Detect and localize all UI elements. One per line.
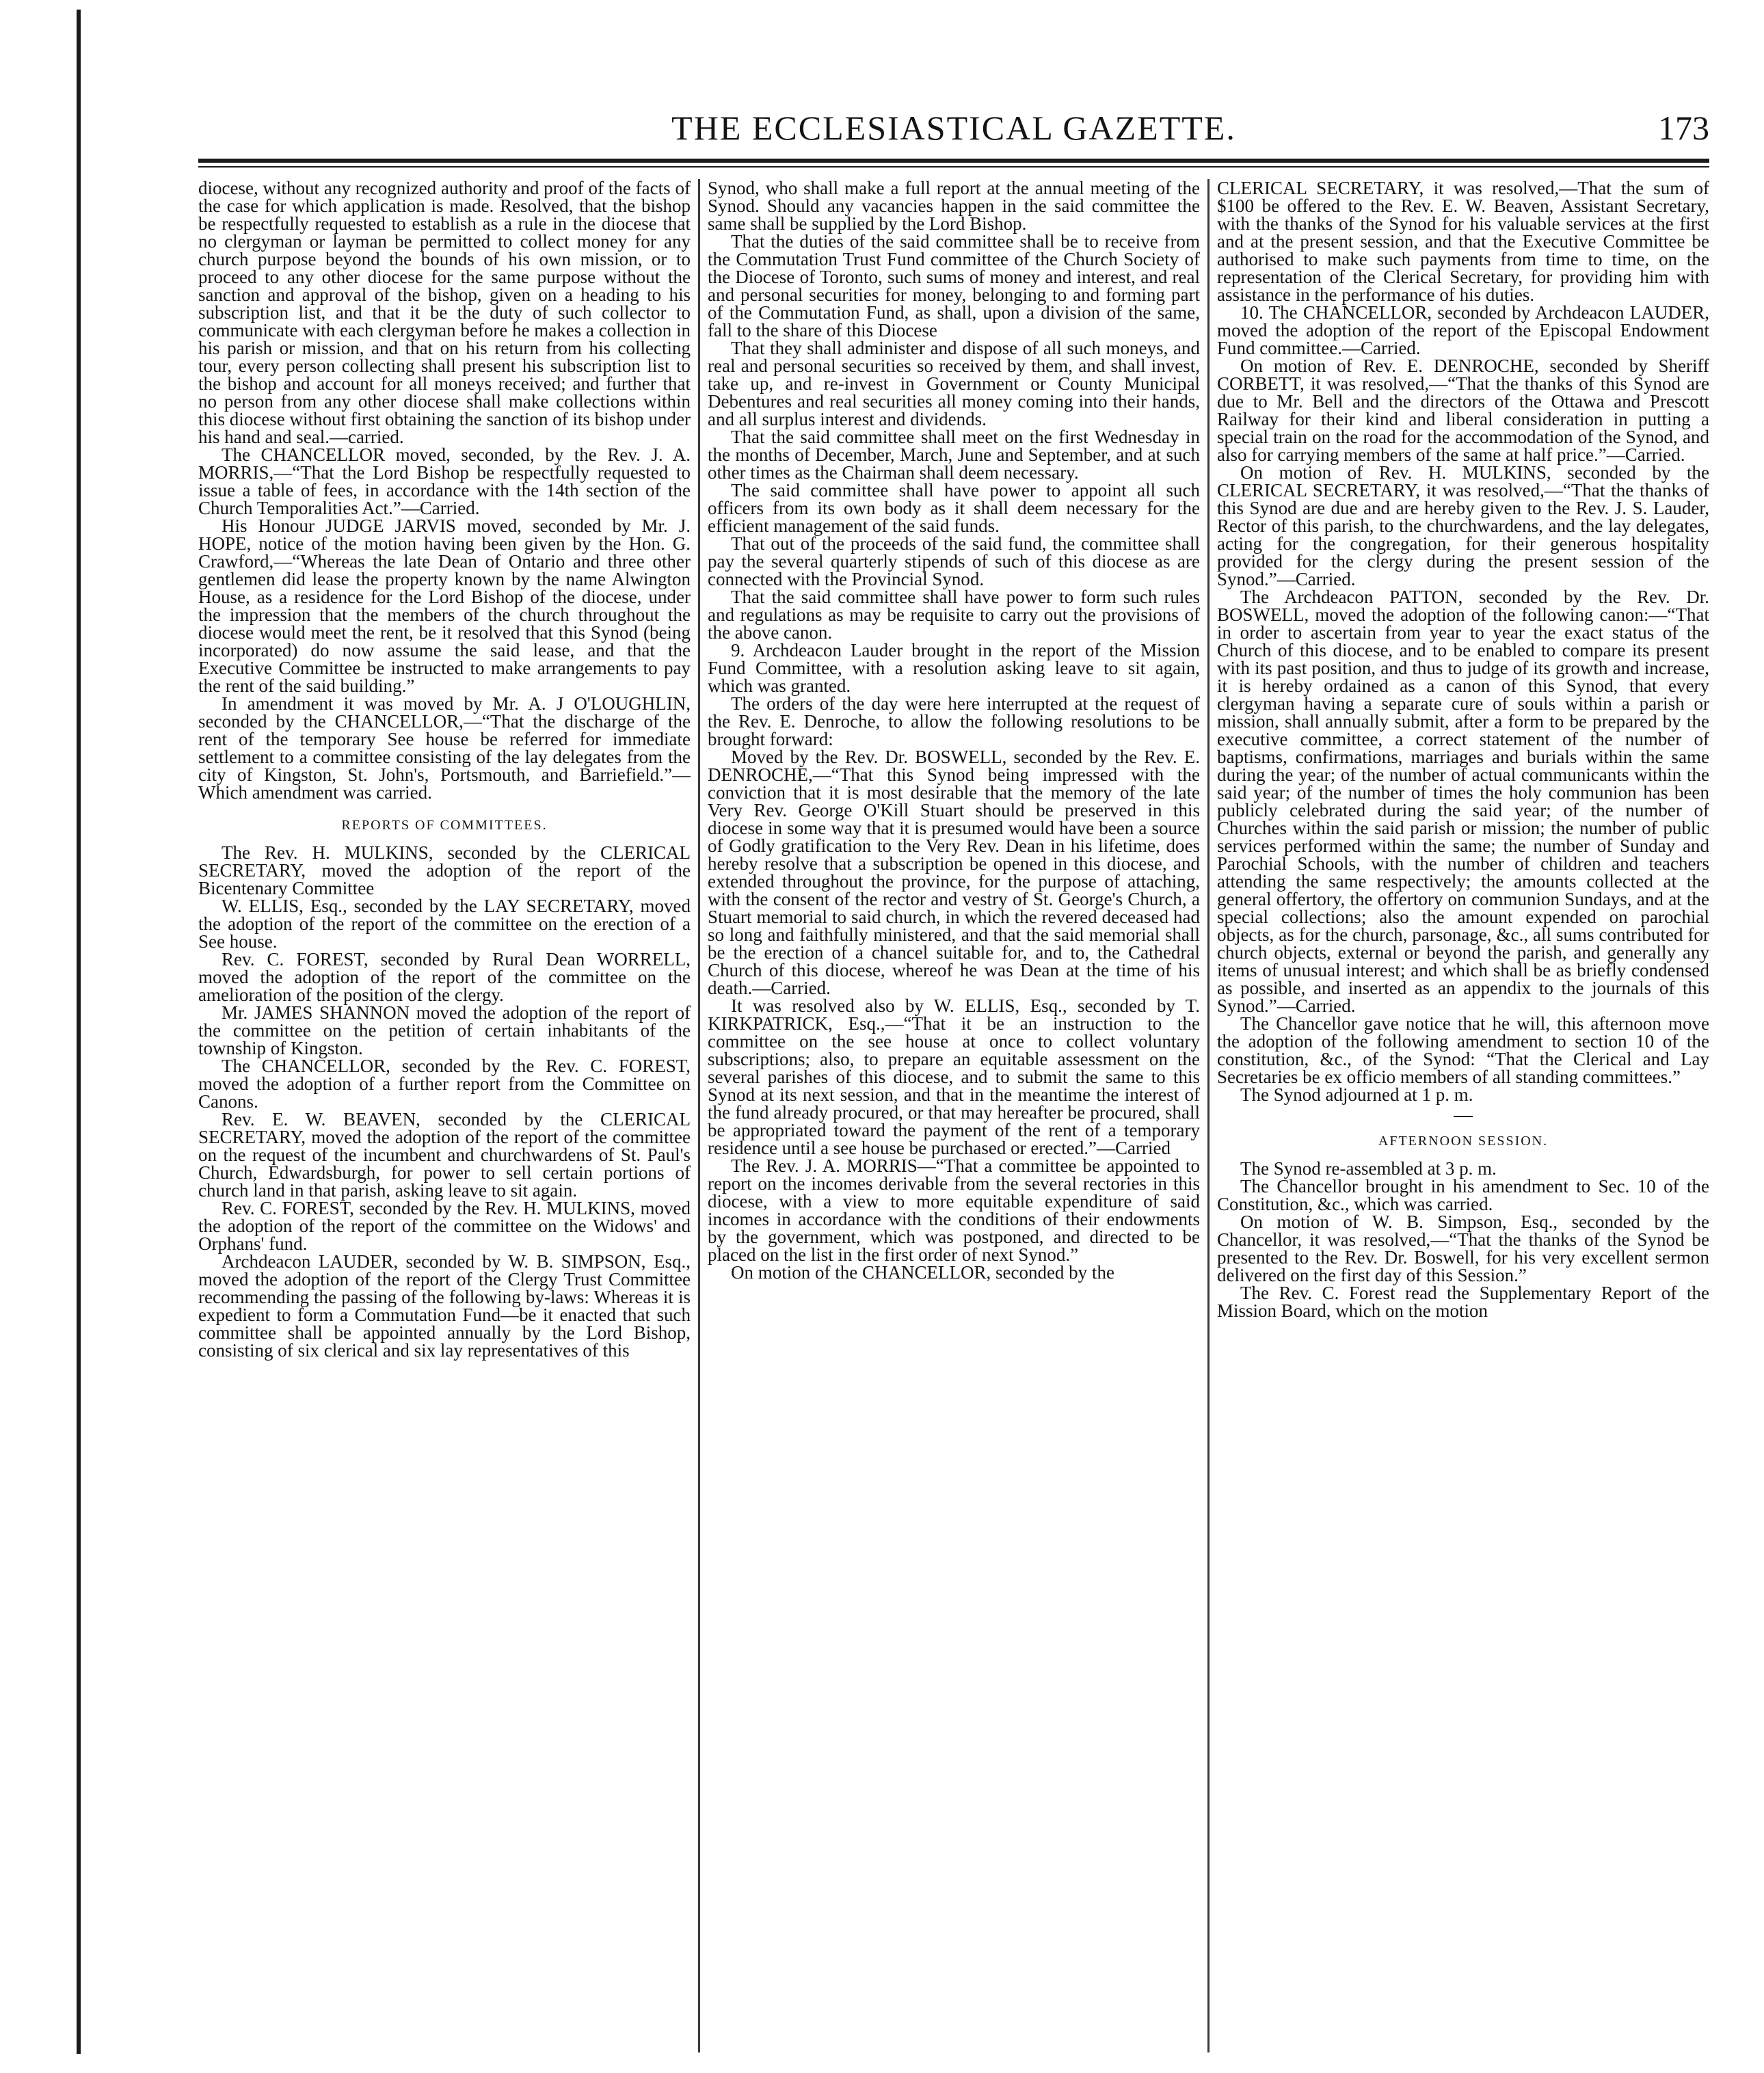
paragraph: The Synod adjourned at 1 p. m. bbox=[1240, 1084, 1473, 1105]
publication-title: THE ECCLESIASTICAL GAZETTE. bbox=[671, 109, 1236, 147]
paragraph: That the said committee shall meet on the first Wednesday in the months of December, March, June and September, and at such other times as the Chairman shall deem necessary. bbox=[708, 427, 1200, 483]
paragraph: On motion of W. B. Simpson, Esq., seconded by the Chancellor, it was resolved,—“That the thanks of the Synod be presented to the Rev. Dr. Boswell, for his very excellent sermon delivered on the first day of this Session.” bbox=[1217, 1212, 1709, 1285]
paragraph: Synod, who shall make a full report at the annual meeting of the Synod. Should any vacancies happen in the said committee the same shall be supplied by the Lord Bishop. bbox=[708, 179, 1200, 234]
paragraph: On motion of the CHANCELLOR, seconded by the bbox=[731, 1262, 1114, 1283]
paragraph: The Rev. J. A. MORRIS—“That a committee be appointed to report on the incomes derivable from the several rectories in this diocese, with a view to more equitable expenditure of said incomes in accordance with the conditions of their endowments by the government, which was postponed, and directed to be placed on the list in the first order of next Synod.” bbox=[708, 1155, 1200, 1265]
section-separator bbox=[1454, 1116, 1473, 1117]
section-heading: REPORTS OF COMMITTEES. bbox=[341, 818, 548, 833]
column-divider bbox=[1207, 179, 1210, 2052]
paragraph: That the duties of the said committee shall be to receive from the Commutation Trust Fund committee of the Church Society of the Diocese of Toronto, such sums of money and interest, and real and personal securities for money, belonging to and forming part of the Commutation Fund, as shall, upon a division of the same, fall to the share of this Diocese bbox=[708, 231, 1200, 340]
paragraph: The orders of the day were here interrupted at the request of the Rev. E. Denroche, to allow the following resolutions to be brought forward: bbox=[708, 693, 1200, 749]
paragraph: That the said committee shall have power to form such rules and regulations as may be requisite to carry out the provisions of the above canon. bbox=[708, 587, 1200, 643]
paragraph: Archdeacon LAUDER, seconded by W. B. SIMPSON, Esq., moved the adoption of the report of the Clergy Trust Committee recommending the passing of the following by-laws: Whereas it is expedient to form a Commutation Fund—be it enacted that such committee shall be appointed annually by the Lord Bishop, consisting of six clerical and six lay representatives of this bbox=[198, 1251, 691, 1361]
paragraph: His Honour JUDGE JARVIS moved, seconded by Mr. J. HOPE, notice of the motion having been given by the Hon. G. Crawford,—“Whereas the late Dean of Ontario and three other gentlemen did lease the property known by the name Alwington House, as a residence for the Lord Bishop of the diocese, under the impression that the members of the church throughout the diocese would meet the rent, be it resolved that this Synod (being incorporated) do now assume the said lease, and that the Executive Committee be instructed to make arrangements to pay the rent of the said building.” bbox=[198, 516, 691, 696]
paragraph: The CHANCELLOR, seconded by the Rev. C. FOREST, moved the adoption of a further report from the Committee on Canons. bbox=[198, 1056, 691, 1112]
page-header bbox=[198, 108, 1709, 149]
text-columns bbox=[198, 179, 1709, 2052]
paragraph: The Rev. C. Forest read the Supplementary Report of the Mission Board, which on the motion bbox=[1217, 1283, 1709, 1321]
paragraph: On motion of Rev. H. MULKINS, seconded by the CLERICAL SECRETARY, it was resolved,—“That the thanks of this Synod are due and are hereby given to the Rev. J. S. Lauder, Rector of this parish, to the churchwardens, and the lay delegates, acting for the congregation, for their generous hospitality provided for the clergy during the present session of the Synod.”—Carried. bbox=[1217, 462, 1709, 589]
paragraph: That out of the proceeds of the said fund, the committee shall pay the several quarterly stipends of such of this diocese as are connected with the Provincial Synod. bbox=[708, 533, 1200, 589]
paragraph: In amendment it was moved by Mr. A. J O'LOUGHLIN, seconded by the CHANCELLOR,—“That the discharge of the rent of the temporary See house be referred for immediate settlement to a committee consisting of the lay delegates from the city of Kingston, St. John's, Portsmouth, and Barriefield.”—Which amendment was carried. bbox=[198, 693, 691, 803]
paragraph: CLERICAL SECRETARY, it was resolved,—That the sum of $100 be offered to the Rev. E. W. Beaven, Assistant Secretary, with the thanks of the Synod for his valuable services at the first and at the present session, and that the Executive Committee be authorised to make such payments from time to time, on the representation of the Clerical Secretary, for providing him with assistance in the performance of his duties. bbox=[1217, 179, 1709, 305]
binding-edge-rule bbox=[77, 10, 81, 2054]
paragraph: diocese, without any recognized authority and proof of the facts of the case for which application is made. Resolved, that the bishop be respectfully requested to establish as a rule in the diocese that no clergyman or layman be permitted to collect money for any church purpose beyond the bounds of his own mission, or to proceed to any other diocese for the same purpose without the sanction and approval of the bishop, given on a heading to his subscription list, and that it be the duty of such collector to communicate with each clergyman before he makes a collection in his parish or mission, and that on his return from his collecting tour, every person collecting shall present his subscription list to the bishop and account for all moneys received; and further that no person from any other diocese shall make collections within this diocese without first obtaining the sanction of its bishop under his hand and seal.—carried. bbox=[198, 179, 691, 447]
paragraph: Rev. C. FOREST, seconded by Rural Dean WORRELL, moved the adoption of the report of the committee on the amelioration of the position of the clergy. bbox=[198, 949, 691, 1005]
paragraph: 10. The CHANCELLOR, seconded by Archdeacon LAUDER, moved the adoption of the report of the Episcopal Endowment Fund committee.—Carried. bbox=[1217, 302, 1709, 358]
paragraph: The Chancellor gave notice that he will, this afternoon move the adoption of the following amendment to section 10 of the constitution, &c., of the Synod: “That the Clerical and Lay Secretaries be ex officio members of all standing committees.” bbox=[1217, 1013, 1709, 1087]
paragraph: It was resolved also by W. ELLIS, Esq., seconded by T. KIRKPATRICK, Esq.,—“That it be an instruction to the committee on the see house at once to collect voluntary subscriptions; also, to prepare an equitable assessment on the several parishes of this diocese, and to submit the same to this Synod at its next session, and that in the meantime the interest of the fund already procured, or that may hereafter be procured, shall be appropriated toward the payment of the rent of a temporary residence until a see house be purchased or erected.”—Carried bbox=[708, 995, 1200, 1158]
column-3 bbox=[1217, 179, 1709, 2052]
paragraph: The Rev. H. MULKINS, seconded by the CLERICAL SECRETARY, moved the adoption of the report of the Bicentenary Committee bbox=[198, 842, 691, 898]
paragraph: The Archdeacon PATTON, seconded by the Rev. Dr. BOSWELL, moved the adoption of the following canon:—“That in order to ascertain from year to year the exact status of the Church of this diocese, and to be enabled to compare its present with its past position, and thus to judge of its growth and increase, it is hereby ordained as a canon of this Synod, that every clergyman having a separate cure of souls within a parish or mission, shall annually submit, after a form to be prepared by the executive committee, a correct statement of the number of baptisms, confirmations, marriages and burials within the same during the year; of the number of actual communicants within the said year; of the number of times the holy communion has been publicly celebrated during the said year; of the number of Churches within the said parish or mission; the number of public services performed within the same; the number of Sunday and Parochial Schools, with the number of children and teachers attending the same respectively; the amounts collected at the general offertory, the offertory on communion Sundays, and at the special collections; also the amount expended on parochial objects, as for the church, parsonage, &c., all sums contributed for church objects, external or beyond the parish, and generally any items of unusual interest; and which shall be as briefly condensed as possible, and inserted as an appendix to the journals of this Synod.”—Carried. bbox=[1217, 587, 1709, 1016]
paragraph: W. ELLIS, Esq., seconded by the LAY SECRETARY, moved the adoption of the report of the committee on the erection of a See house. bbox=[198, 896, 691, 952]
column-divider bbox=[698, 179, 700, 2052]
paragraph: The Synod re-assembled at 3 p. m. bbox=[1240, 1158, 1497, 1179]
column-2 bbox=[708, 179, 1200, 2052]
paragraph: Rev. E. W. BEAVEN, seconded by the CLERICAL SECRETARY, moved the adoption of the report of the committee on the request of the incumbent and churchwardens of St. Paul's Church, Edwardsburgh, for power to sell certain portions of church land in that parish, asking leave to sit again. bbox=[198, 1109, 691, 1201]
column-1 bbox=[198, 179, 691, 2052]
header-rule-thick bbox=[198, 159, 1709, 163]
section-heading: AFTERNOON SESSION. bbox=[1378, 1134, 1549, 1149]
paragraph: 9. Archdeacon Lauder brought in the report of the Mission Fund Committee, with a resolution asking leave to sit again, which was granted. bbox=[708, 640, 1200, 696]
paragraph: Moved by the Rev. Dr. BOSWELL, seconded by the Rev. E. DENROCHE,—“That this Synod being impressed with the conviction that it is most desirable that the memory of the late Very Rev. George O'Kill Stuart should be preserved in this diocese in some way that it is presumed would have been a source of Godly gratification to the Very Rev. Dean in his lifetime, does hereby resolve that a subscription be opened in this diocese, and extended throughout the province, for the purpose of attaching, with the consent of the rector and vestry of St. George's Church, a Stuart memorial to said church, in which the revered deceased had so long and faithfully ministered, and that the said memorial shall be the erection of a chancel suitable for, and to, the Cathedral Church of this diocese, whereof he was Dean at the time of his death.—Carried. bbox=[708, 747, 1200, 998]
paragraph: The said committee shall have power to appoint all such officers from its own body as it shall deem necessary for the efficient management of the said funds. bbox=[708, 480, 1200, 536]
paragraph: On motion of Rev. E. DENROCHE, seconded by Sheriff CORBETT, it was resolved,—“That the thanks of this Synod are due to Mr. Bell and the directors of the Ottawa and Prescott Railway for their kind and liberal consideration in putting a special train on the road for the accommodation of the Synod, and also for carrying members of the same at half price.”—Carried. bbox=[1217, 356, 1709, 465]
paragraph: That they shall administer and dispose of all such moneys, and real and personal securities so received by them, and shall invest, take up, and re-invest in Government or County Municipal Debentures and real securities all money coming into their hands, and all surplus interest and dividends. bbox=[708, 338, 1200, 429]
page-number: 173 bbox=[1658, 109, 1709, 147]
paragraph: The Chancellor brought in his amendment to Sec. 10 of the Constitution, &c., which was carried. bbox=[1217, 1176, 1709, 1214]
paragraph: The CHANCELLOR moved, seconded, by the Rev. J. A. MORRIS,—“That the Lord Bishop be respectfully requested to issue a table of fees, in accordance with the 14th section of the Church Temporalities Act.”—Carried. bbox=[198, 444, 691, 518]
paragraph: Rev. C. FOREST, seconded by the Rev. H. MULKINS, moved the adoption of the report of the committee on the Widows' and Orphans' fund. bbox=[198, 1198, 691, 1254]
header-rule-thin bbox=[198, 166, 1709, 168]
paragraph: Mr. JAMES SHANNON moved the adoption of the report of the committee on the petition of certain inhabitants of the township of Kingston. bbox=[198, 1002, 691, 1058]
